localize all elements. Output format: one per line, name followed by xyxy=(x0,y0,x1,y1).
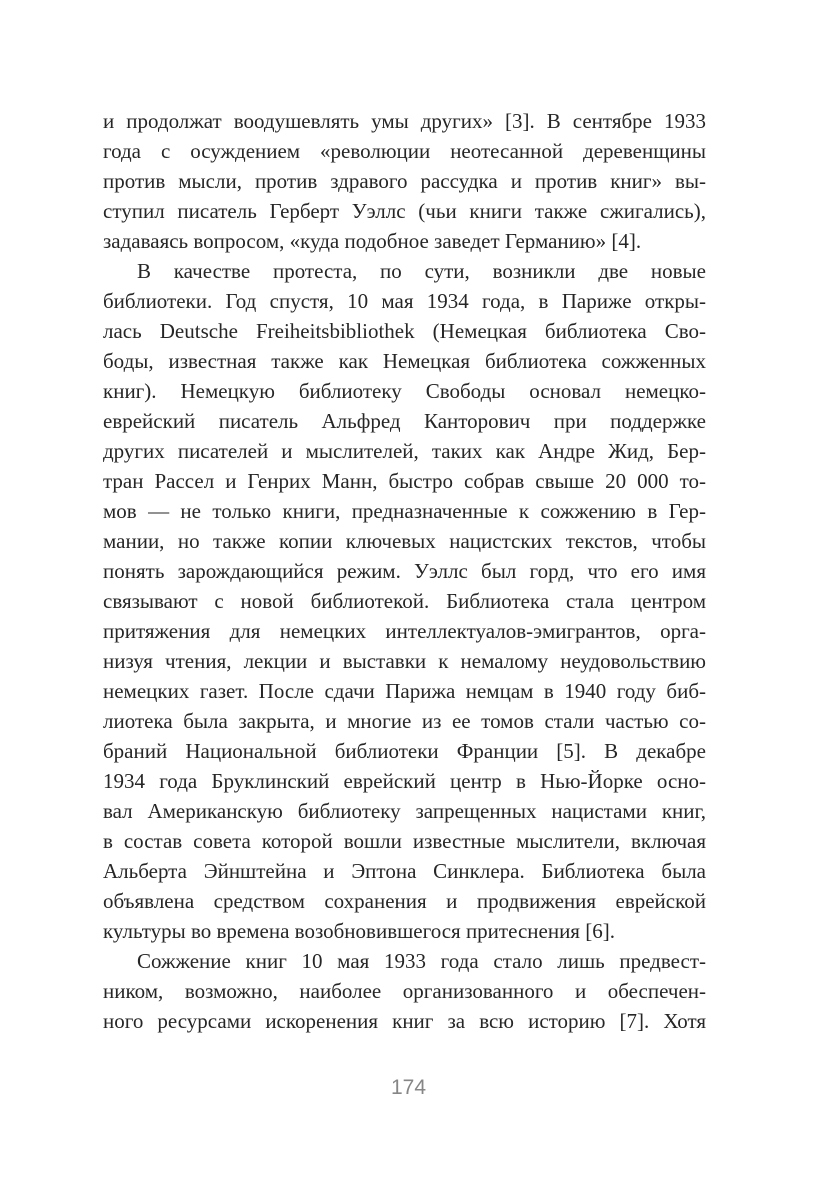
text-line: низуя чтения, лекции и выставки к немалому неудовольствию xyxy=(103,649,706,673)
text-line: мов — не только книги, предназначенные к сожжению в Гер- xyxy=(103,499,706,523)
text-line: Сожжение книг 10 мая 1933 года стало лишь предвест- xyxy=(137,949,706,973)
text-line: Альберта Эйнштейна и Эптона Синклера. Библиотека была xyxy=(103,859,706,883)
text-line: понять зарождающийся режим. Уэллс был горд, что его имя xyxy=(103,559,706,583)
text-line: лась Deutsche Freiheitsbibliothek (Немецкая библиотека Сво- xyxy=(103,319,706,343)
text-line: против мысли, против здравого рассудка и против книг» вы- xyxy=(103,169,706,193)
text-line: вал Американскую библиотеку запрещенных нацистами книг, xyxy=(103,799,706,823)
text-line: немецких газет. После сдачи Парижа немцам в 1940 году биб- xyxy=(103,679,706,703)
text-line: года с осуждением «революции неотесанной деревенщины xyxy=(103,139,706,163)
text-line: мании, но также копии ключевых нацистских текстов, чтобы xyxy=(103,529,706,553)
text-line: задаваясь вопросом, «куда подобное заведет Германию» [4]. xyxy=(103,229,642,253)
text-line: и продолжат воодушевлять умы других» [3]. В сентябре 1933 xyxy=(103,109,706,133)
page-text-block xyxy=(103,106,706,1036)
text-line: тран Рассел и Генрих Манн, быстро собрав свыше 20 000 то- xyxy=(103,469,706,493)
text-line: боды, известная также как Немецкая библиотека сожженных xyxy=(103,349,706,373)
text-line: связывают с новой библиотекой. Библиотека стала центром xyxy=(103,589,706,613)
text-line: в состав совета которой вошли известные мыслители, включая xyxy=(103,829,706,853)
text-line: объявлена средством сохранения и продвижения еврейской xyxy=(103,889,706,913)
text-line: других писателей и мыслителей, таких как Андре Жид, Бер- xyxy=(103,439,706,463)
text-line: В качестве протеста, по сути, возникли две новые xyxy=(137,259,706,283)
text-line: ником, возможно, наиболее организованного и обеспечен- xyxy=(103,979,706,1003)
text-line: лиотека была закрыта, и многие из ее томов стали частью со- xyxy=(103,709,706,733)
text-line: ного ресурсами искоренения книг за всю историю [7]. Хотя xyxy=(103,1009,706,1033)
text-line: культуры во времена возобновившегося притеснения [6]. xyxy=(103,919,615,943)
text-line: 1934 года Бруклинский еврейский центр в Нью-Йорке осно- xyxy=(103,769,706,793)
text-line: браний Национальной библиотеки Франции [5]. В декабре xyxy=(103,739,706,763)
text-line: притяжения для немецких интеллектуалов-эмигрантов, орга- xyxy=(103,619,706,643)
text-line: ступил писатель Герберт Уэллс (чьи книги также сжигались), xyxy=(103,199,706,223)
text-line: еврейский писатель Альфред Канторович при поддержке xyxy=(103,409,706,433)
page-number: 174 xyxy=(390,1076,427,1099)
text-line: книг). Немецкую библиотеку Свободы основал немецко- xyxy=(103,379,706,403)
text-line: библиотеки. Год спустя, 10 мая 1934 года, в Париже откры- xyxy=(103,289,706,313)
